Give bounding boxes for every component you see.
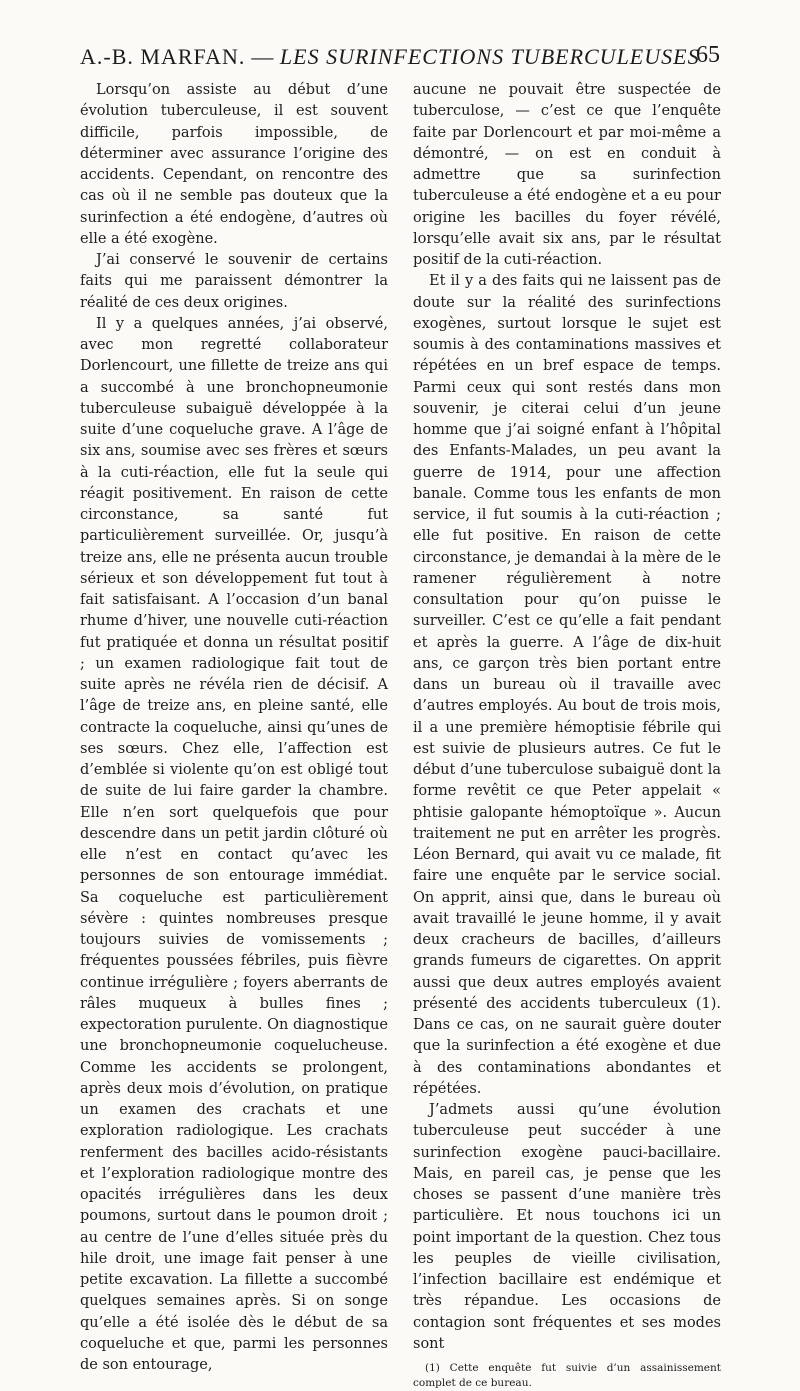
paragraph: Et il y a des faits qui ne laissent pas de doute sur la réalité des surinfections exogènes, surtout lorsque le sujet est soumis à des contaminations massives et répétées en un bref espace de temps. Parmi ceux qui sont restés dans mon souvenir, je citerai celui d’un jeune homme que j’ai soigné enfant à l’hôpital des Enfants-Malades, un peu avant la guerre de 1914, pour une affection banale. Comme tous les enfants de mon service, il fut soumis à la cuti-réaction ; elle fut positive. En raison de cette circonstance, je demandai à la mère de le ramener régulièrement à notre consultation pour qu’on puisse le surveiller. C’est ce qu’elle a fait pendant et après la guerre. A l’âge de dix-huit ans, ce garçon très bien portant entre dans un bureau où il travaille avec d’autres employés. Au bout de trois mois, il a une première hémoptisie fébrile qui est suivie de plusieurs autres. Ce fut le début d’une tuberculose subaiguë dont la forme revêtit ce que Peter appelait « phtisie galopante hémoptoïque ». Aucun traitement ne put en arrêter les progrès. Léon Bernard, qui avait vu ce malade, fit faire une enquête par le service social. On apprit, ainsi que, dans le bureau où avait travaillé le jeune homme, il y avait deux cracheurs de bacilles, d’ailleurs grands fumeurs de cigarettes. On apprit aussi que deux autres employés avaient présenté des accidents tuberculeux (1). Dans ce cas, on ne saurait guère douter que la surinfection a été exogène et due à des contaminations abondantes et répétées. — [413, 273, 721, 1097]
right-column — [413, 80, 721, 1391]
paragraph: J’admets aussi qu’une évolution tuberculeuse peut succéder à une surinfection exogène pauci-bacillaire. Mais, en pareil cas, je pense que les choses se passent d’une manière très particulière. Et nous touchons ici un point important de la question. Chez tous les peuples de vieille civilisation, l’infection bacillaire est endémique et très répandue. Les occasions de contagion sont fréquentes et ses modes sont — [413, 1102, 721, 1352]
page-number: 65 — [696, 42, 720, 68]
paragraph: Il y a quelques années, j’ai observé, avec mon regretté collaborateur Dorlencourt, une fillette de treize ans qui a succombé à une bronchopneumonie tuberculeuse subaiguë développée à la suite d’une coqueluche grave. A l’âge de six ans, soumise avec ses frères et sœurs à la cuti-réaction, elle fut la seule qui réagit positivement. En raison de cette circonstance, sa santé fut particulièrement surveillée. Or, jusqu’à treize ans, elle ne présenta aucun trouble sérieux et son développement fut tout à fait satisfaisant. A l’occasion d’un banal rhume d’hiver, une nouvelle cuti-réaction fut pratiquée et donna un résultat positif ; un examen radiologique fait tout de suite après ne révéla rien de décisif. A l’âge de treize ans, en pleine santé, elle contracte la coqueluche, ainsi qu’unes de ses sœurs. Chez elle, l’affection est d’emblée si violente qu’on est obligé tout de suite de lui faire garder la chambre. Elle n’en sort quelquefois que pour descendre dans un petit jardin clôturé où elle n’est en contact qu’avec les personnes de son entourage immédiat. Sa coqueluche est particulièrement sévère : quintes nombreuses presque toujours suivies de vomissements ; fréquentes poussées fébriles, puis fièvre continue irrégulière ; foyers aberrants de râles muqueux à bulles fines ; expectoration purulente. On diagnostique une bronchopneumonie coquelucheuse. Comme les accidents se prolongent, après deux mois d’évolution, on pratique un examen des crachats et une exploration radiologique. Les crachats renferment des bacilles acido-résistants et l’exploration radiologique montre des opacités irrégulières dans les deux poumons, surtout dans le poumon droit ; au centre de l’une d’elles située près du hile droit, une image fait penser à une petite excavation. La fillette a succombé quelques semaines après. Si on songe qu’elle a été isolée dès le début de sa coqueluche et que, parmi les personnes de son entourage, — [80, 315, 388, 1373]
footnote: (1) Cette enquête fut suivie d’un assainissement complet de ce bureau. — [413, 1362, 721, 1389]
paragraph-continuation: aucune ne pouvait être suspectée de tuberculose, — c’est ce que l’enquête faite par Dorlencourt et par moi-même a démontré, — on est en conduit à admettre que sa surinfection tuberculeuse a été endogène et a eu pour origine les bacilles du foyer révélé, lorsqu’elle avait six ans, par le résultat positif de la cuti-réaction. — [413, 82, 721, 268]
header-author: A.-B. MARFAN. — [80, 44, 246, 69]
paragraph: J’ai conservé le souvenir de certains faits qui me paraissent démontrer la réalité de ces deux origines. — [80, 252, 388, 311]
header-running-title: LES SURINFECTIONS TUBERCULEUSES — [279, 44, 700, 69]
paragraph: Lorsqu’on assiste au début d’une évolution tuberculeuse, il est souvent difficile, parfois impossible, de déterminer avec assurance l’origine des accidents. Cependant, on rencontre des cas où il ne semble pas douteux que la surinfection a été endogène, d’autres où elle a été exogène. — [80, 82, 388, 247]
header-separator: — — [251, 44, 274, 69]
header-title — [80, 44, 720, 70]
left-column — [80, 80, 388, 1376]
running-header — [80, 42, 720, 74]
